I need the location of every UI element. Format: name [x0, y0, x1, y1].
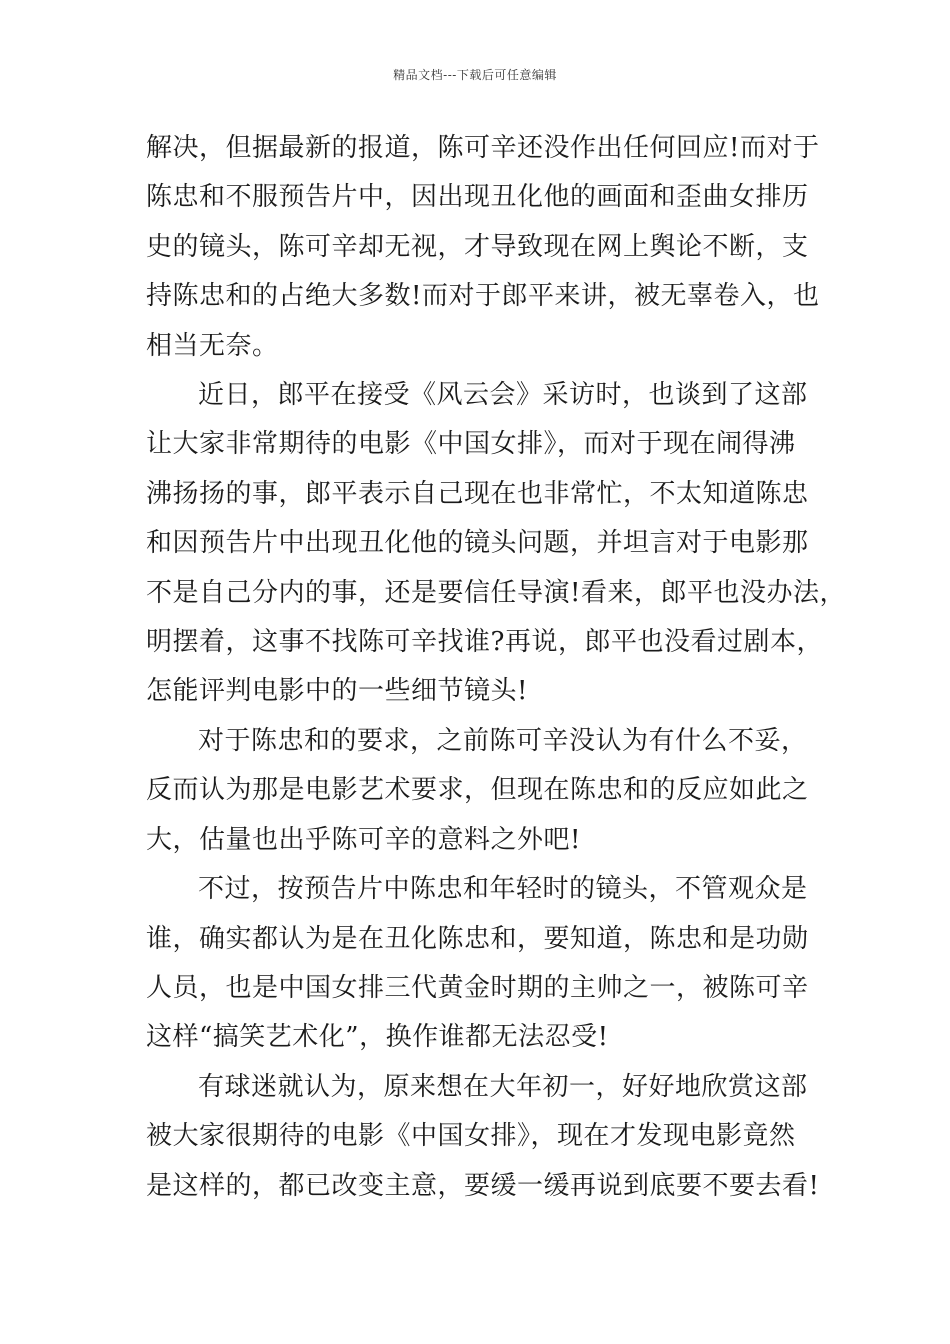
text-line: 有球迷就认为，原来想在大年初一，好好地欣赏这部 [198, 1071, 808, 1102]
text-line: 人员，也是中国女排三代黄金时期的主帅之一，被陈可辛 [146, 972, 809, 1003]
text-line: 不过，按预告片中陈忠和年轻时的镜头，不管观众是 [198, 874, 808, 905]
text-line: 这样“搞笑艺术化”，换作谁都无法忍受! [146, 1022, 609, 1053]
text-line: 和因预告片中出现丑化他的镜头问题，并坦言对于电影那 [146, 528, 809, 559]
paragraph-4 [146, 865, 810, 1063]
text-line: 沸扬扬的事，郎平表示自己现在也非常忙，不太知道陈忠 [146, 478, 809, 509]
text-line: 解决，但据最新的报道，陈可辛还没作出任何回应!而对于 [146, 133, 820, 163]
text-line: 持陈忠和的占绝大多数!而对于郎平来讲，被无辜卷入，也 [146, 281, 820, 312]
text-line: 谁，确实都认为是在丑化陈忠和，要知道，陈忠和是功勋 [146, 923, 809, 954]
article-body [146, 124, 846, 1211]
paragraph-3 [146, 717, 810, 865]
paragraph-5 [146, 1063, 820, 1211]
paragraph-1 [146, 124, 820, 371]
text-line: 是这样的，都已改变主意，要缓一缓再说到底要不要去看! [146, 1170, 820, 1201]
text-line: 陈忠和不服预告片中，因出现丑化他的画面和歪曲女排历 [146, 182, 809, 213]
text-line: 史的镜头，陈可辛却无视，才导致现在网上舆论不断，支 [146, 231, 809, 262]
text-line: 不是自己分内的事，还是要信任导演!看来，郎平也没办法， [146, 577, 846, 608]
text-line: 近日，郎平在接受《风云会》采访时，也谈到了这部 [198, 380, 808, 411]
text-line: 相当无奈。 [146, 330, 279, 361]
text-line: 对于陈忠和的要求，之前陈可辛没认为有什么不妥， [198, 725, 808, 756]
text-line: 反而认为那是电影艺术要求，但现在陈忠和的反应如此之 [146, 775, 809, 806]
text-line: 明摆着，这事不找陈可辛找谁?再说，郎平也没看过剧本， [146, 627, 823, 658]
text-line: 怎能评判电影中的一些细节镜头! [146, 676, 528, 707]
paragraph-2 [146, 371, 846, 717]
page-header: 精品文档---下载后可任意编辑 [393, 68, 557, 82]
text-line: 被大家很期待的电影《中国女排》，现在才发现电影竟然 [146, 1121, 796, 1152]
text-line: 大，估量也出乎陈可辛的意料之外吧! [146, 824, 581, 855]
text-line: 让大家非常期待的电影《中国女排》，而对于现在闹得沸 [146, 429, 796, 460]
